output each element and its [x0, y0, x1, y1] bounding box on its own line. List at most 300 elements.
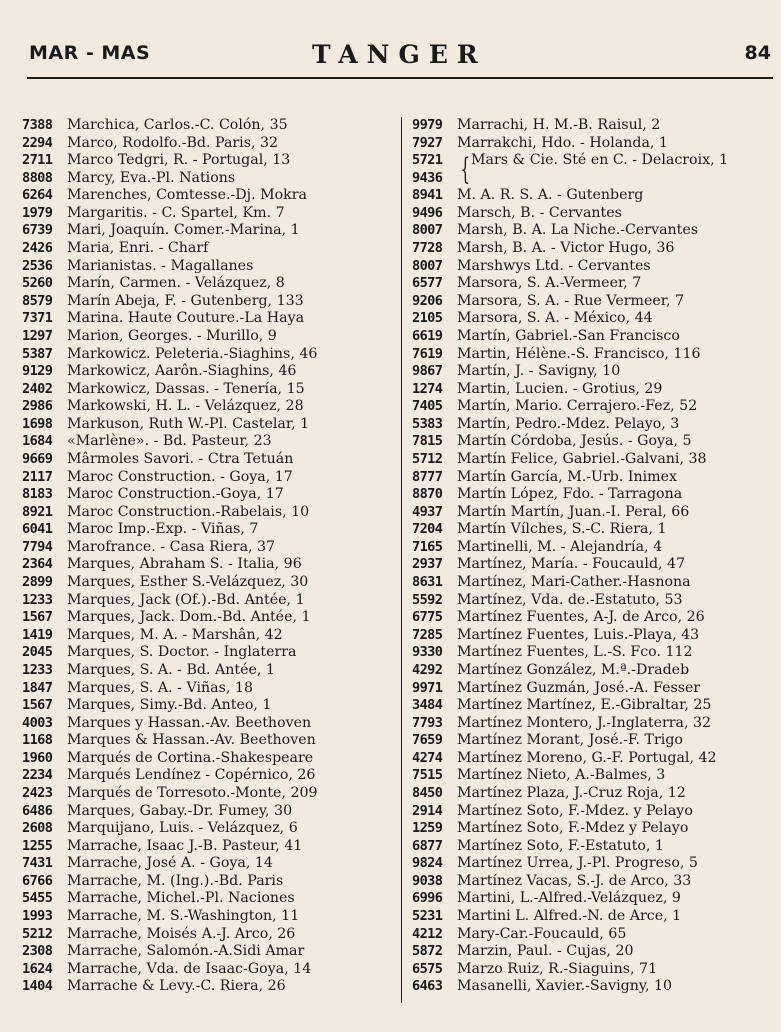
- phone-number: 6575: [412, 960, 443, 977]
- subscriber-name-address: Martin, Hélène.-S. Francisco, 116: [457, 345, 701, 362]
- subscriber-name-address: Martínez Nieto, A.-Balmes, 3: [457, 767, 666, 784]
- directory-entry: [412, 978, 780, 996]
- directory-entry: [22, 486, 392, 504]
- phone-number: 7927: [412, 134, 443, 151]
- subscriber-name-address: Marco, Rodolfo.-Bd. Paris, 32: [67, 134, 279, 151]
- subscriber-name-address: Marques, S. Doctor. - Inglaterra: [67, 644, 297, 661]
- directory-entry: [412, 346, 780, 364]
- directory-entry: [22, 521, 392, 539]
- phone-number: 8579: [22, 292, 53, 309]
- phone-number: 2308: [22, 943, 53, 960]
- subscriber-name-address: Marsh, B. A. La Niche.-Cervantes: [457, 222, 699, 239]
- subscriber-name-address: Martínez Fuentes, L.-S. Fco. 112: [457, 644, 693, 661]
- directory-entry: [412, 486, 780, 504]
- directory-entry: [22, 978, 392, 996]
- subscriber-name-address: Marzin, Paul. - Cujas, 20: [457, 943, 634, 960]
- subscriber-name-address: Martin, Lucien. - Grotius, 29: [457, 380, 663, 397]
- subscriber-name-address: Marshwys Ltd. - Cervantes: [457, 257, 651, 274]
- directory-entry: [412, 697, 780, 715]
- directory-entry: [22, 398, 392, 416]
- phone-number: 9436: [412, 169, 443, 186]
- phone-number: 2608: [22, 820, 53, 837]
- phone-number: 2937: [412, 556, 443, 573]
- subscriber-name-address: Marrache, José A. - Goya, 14: [67, 855, 273, 872]
- directory-entry: [22, 258, 392, 276]
- phone-number: 9971: [412, 679, 443, 696]
- phone-number: 8870: [412, 486, 443, 503]
- subscriber-name-address: Martini L. Alfred.-N. de Arce, 1: [457, 908, 682, 925]
- subscriber-name-address: Marina. Haute Couture.-La Haya: [67, 310, 305, 327]
- subscriber-name-address: Marco Tedgri, R. - Portugal, 13: [67, 152, 291, 169]
- phone-number: 6766: [22, 872, 53, 889]
- subscriber-name-address: Maroc Construction.-Rabelais, 10: [67, 503, 310, 520]
- directory-entry: [22, 222, 392, 240]
- phone-number: 1255: [22, 837, 53, 854]
- subscriber-name-address: Marrache & Levy.-C. Riera, 26: [67, 978, 286, 995]
- directory-entry: [22, 135, 392, 153]
- subscriber-name-address: Martínez Soto, F.-Estatuto, 1: [457, 837, 664, 854]
- subscriber-name-address: Markowski, H. L. - Velázquez, 28: [67, 398, 304, 415]
- subscriber-name-address: Martín, Pedro.-Mdez. Pelayo, 3: [457, 415, 680, 432]
- directory-entry: [22, 310, 392, 328]
- phone-number: 2986: [22, 398, 53, 415]
- phone-number: 1847: [22, 679, 53, 696]
- subscriber-name-address: Marrakchi, Hdo. - Holanda, 1: [457, 134, 668, 151]
- subscriber-name-address: Markowicz, Aarôn.-Siaghins, 46: [67, 363, 297, 380]
- subscriber-name-address: Marqués de Torresoto.-Monte, 209: [67, 784, 318, 801]
- directory-entry: [22, 451, 392, 469]
- directory-entry: [22, 926, 392, 944]
- phone-number: 2899: [22, 574, 53, 591]
- directory-entry: [412, 732, 780, 750]
- directory-entry: [412, 258, 780, 276]
- subscriber-name-address: Marín Abeja, F. - Gutenberg, 133: [67, 292, 304, 309]
- phone-number: 1274: [412, 380, 443, 397]
- subscriber-name-address: Martínez González, M.ª.-Dradeb: [457, 661, 690, 678]
- directory-entry-grouped: [412, 152, 780, 187]
- subscriber-name-address: Mari, Joaquín. Comer.-Marina, 1: [67, 222, 300, 239]
- subscriber-name-address: Marques, S. A. - Bd. Antée, 1: [67, 661, 275, 678]
- phone-number: 6877: [412, 837, 443, 854]
- subscriber-name-address: Marion, Georges. - Murillo, 9: [67, 327, 277, 344]
- phone-number: 7431: [22, 855, 53, 872]
- subscriber-name-address: Marsh, B. A. - Victor Hugo, 36: [457, 240, 675, 257]
- phone-number: 8631: [412, 574, 443, 591]
- subscriber-name-address: Marquijano, Luis. - Velázquez, 6: [67, 820, 298, 837]
- subscriber-name-address: Marques, Esther S.-Velázquez, 30: [67, 574, 309, 591]
- phone-number: 6463: [412, 978, 443, 995]
- phone-number: 1567: [22, 609, 53, 626]
- phone-number: 7405: [412, 398, 443, 415]
- subscriber-name-address: Marques, Jack (Of.).-Bd. Antée, 1: [67, 591, 305, 608]
- phone-number: 6264: [22, 187, 53, 204]
- directory-entry: [22, 293, 392, 311]
- subscriber-name-address: Martínez Fuentes, Luis.-Playa, 43: [457, 626, 700, 643]
- phone-number: 3484: [412, 697, 443, 714]
- phone-number: 4292: [412, 661, 443, 678]
- phone-number: 7388: [22, 117, 53, 133]
- subscriber-name-address: Marofrance. - Casa Riera, 37: [67, 538, 276, 555]
- subscriber-name-address: Martínez Moreno, G.-F. Portugal, 42: [457, 749, 717, 766]
- subscriber-name-address: Marsora, S. A. - Rue Vermeer, 7: [457, 292, 685, 309]
- phone-number-group: [412, 152, 457, 187]
- phone-number: 7371: [22, 310, 53, 327]
- phone-number: 1297: [22, 327, 53, 344]
- directory-entry: [22, 820, 392, 838]
- directory-entry: [412, 715, 780, 733]
- subscriber-name-address: Martín Martín, Juan.-I. Peral, 66: [457, 503, 690, 520]
- directory-entry: [22, 328, 392, 346]
- directory-entry: [22, 644, 392, 662]
- phone-number: 7515: [412, 767, 443, 784]
- subscriber-name-address: Martínez Plaza, J.-Cruz Roja, 12: [457, 784, 686, 801]
- directory-entry: [412, 398, 780, 416]
- directory-entry: [22, 187, 392, 205]
- subscriber-name-address: Markowicz. Peleteria.-Siaghins, 46: [67, 345, 318, 362]
- directory-entry: [412, 644, 780, 662]
- phone-number: 8450: [412, 784, 443, 801]
- phone-number: 6739: [22, 222, 53, 239]
- phone-number: 7285: [412, 626, 443, 643]
- directory-entry: [412, 873, 780, 891]
- directory-entry: [22, 574, 392, 592]
- directory-entry: [22, 785, 392, 803]
- phone-number: 6775: [412, 609, 443, 626]
- subscriber-name-address: Marqués Lendínez - Copérnico, 26: [67, 767, 316, 784]
- directory-entry: [412, 539, 780, 557]
- phone-number: 2711: [22, 152, 53, 169]
- directory-entry: [22, 715, 392, 733]
- phone-number: 8808: [22, 169, 53, 186]
- phone-number: 2423: [22, 784, 53, 801]
- phone-number: 5455: [22, 890, 53, 907]
- directory-entry: [22, 803, 392, 821]
- directory-entry: [412, 293, 780, 311]
- subscriber-name-address: Marcy, Eva.-Pl. Nations: [67, 169, 236, 186]
- directory-entry: [22, 943, 392, 961]
- phone-number: 4274: [412, 749, 443, 766]
- directory-entry: [412, 803, 780, 821]
- phone-number: 1993: [22, 908, 53, 925]
- phone-number: 9979: [412, 117, 443, 133]
- directory-entry: [412, 205, 780, 223]
- phone-number: 9824: [412, 855, 443, 872]
- directory-entry: [412, 275, 780, 293]
- directory-entry: [412, 363, 780, 381]
- directory-entry: [412, 187, 780, 205]
- phone-number: 8921: [22, 503, 53, 520]
- directory-entry: [412, 556, 780, 574]
- subscriber-name-address: Martínez Vacas, S.-J. de Arco, 33: [457, 872, 692, 889]
- subscriber-name-address: Marques & Hassan.-Av. Beethoven: [67, 732, 316, 749]
- phone-number: 9669: [22, 450, 53, 467]
- directory-entry: [412, 240, 780, 258]
- directory-entry: [412, 785, 780, 803]
- subscriber-name-address: Marques, Abraham S. - Italia, 96: [67, 556, 302, 573]
- phone-number: 5872: [412, 943, 443, 960]
- subscriber-name-address: Marques, Gabay.-Dr. Fumey, 30: [67, 802, 293, 819]
- subscriber-name-address: Marques, Simy.-Bd. Anteo, 1: [67, 697, 272, 714]
- phone-number: 8183: [22, 486, 53, 503]
- alphabetical-range: MAR - MAS: [29, 42, 151, 64]
- subscriber-name-address: Mârmoles Savori. - Ctra Tetuán: [67, 450, 294, 467]
- directory-entry: [412, 767, 780, 785]
- phone-number: 1233: [22, 591, 53, 608]
- phone-number: 4212: [412, 925, 443, 942]
- directory-entry: [22, 205, 392, 223]
- directory-entry: [22, 908, 392, 926]
- phone-number: 2105: [412, 310, 443, 327]
- directory-entry: [412, 117, 780, 135]
- subscriber-name-address: Martín Córdoba, Jesús. - Goya, 5: [457, 433, 692, 450]
- subscriber-name-address: Maroc Construction. - Goya, 17: [67, 468, 293, 485]
- phone-number: 9038: [412, 872, 443, 889]
- subscriber-name-address: Martín, J. - Savigny, 10: [457, 363, 621, 380]
- subscriber-name-address: Marsch, B. - Cervantes: [457, 204, 622, 221]
- subscriber-name-address: Marrache, M. S.-Washington, 11: [67, 908, 300, 925]
- directory-entry: [22, 838, 392, 856]
- directory-entry: [22, 961, 392, 979]
- phone-number: 5260: [22, 275, 53, 292]
- subscriber-name-address: Martín García, M.-Urb. Inimex: [457, 468, 677, 485]
- phone-number: 5383: [412, 415, 443, 432]
- directory-entry: [22, 381, 392, 399]
- directory-entry: [22, 117, 392, 135]
- subscriber-name-address: Marrachi, H. M.-B. Raisul, 2: [457, 117, 661, 133]
- subscriber-name-address: Martini, L.-Alfred.-Velázquez, 9: [457, 890, 681, 907]
- phone-number: 9129: [22, 363, 53, 380]
- directory-entry: [22, 697, 392, 715]
- directory-column-left: [22, 117, 392, 1003]
- phone-number: 9496: [412, 204, 443, 221]
- directory-entry: [22, 873, 392, 891]
- phone-number: 1960: [22, 749, 53, 766]
- subscriber-name-address: Margaritis. - C. Spartel, Km. 7: [67, 204, 285, 221]
- phone-number: 1259: [412, 820, 443, 837]
- phone-number: 6041: [22, 521, 53, 538]
- phone-number: 5592: [412, 591, 443, 608]
- subscriber-name-address: Marín, Carmen. - Velázquez, 8: [67, 275, 285, 292]
- phone-number: 5387: [22, 345, 53, 362]
- directory-entry: [22, 592, 392, 610]
- phone-number: 6486: [22, 802, 53, 819]
- directory-entry: [22, 504, 392, 522]
- directory-entry: [22, 433, 392, 451]
- page-header: [0, 0, 781, 80]
- phone-number: 2536: [22, 257, 53, 274]
- header-rule: [27, 77, 773, 79]
- subscriber-name-address: Martínez, María. - Foucauld, 47: [457, 556, 686, 573]
- directory-entry: [412, 908, 780, 926]
- directory-entry: [22, 732, 392, 750]
- subscriber-name-address: Markowicz, Dassas. - Tenería, 15: [67, 380, 305, 397]
- subscriber-name-address: Marenches, Comtesse.-Dj. Mokra: [67, 187, 307, 204]
- phone-number: 9867: [412, 363, 443, 380]
- directory-entry: [412, 416, 780, 434]
- subscriber-name-address: Martínez Soto, F.-Mdez y Pelayo: [457, 820, 689, 837]
- subscriber-name-address: Martínez, Mari-Cather.-Hasnona: [457, 574, 691, 591]
- phone-number: 7619: [412, 345, 443, 362]
- directory-entry: [22, 556, 392, 574]
- phone-number: 1567: [22, 697, 53, 714]
- phone-number: 5231: [412, 908, 443, 925]
- phone-number: 4003: [22, 714, 53, 731]
- subscriber-name-address: Marques, M. A. - Marshân, 42: [67, 626, 283, 643]
- subscriber-name-address: «Marlène». - Bd. Pasteur, 23: [67, 433, 272, 450]
- phone-number: 2914: [412, 802, 443, 819]
- subscriber-name-address: Masanelli, Xavier.-Savigny, 10: [457, 978, 673, 995]
- directory-entry: [22, 662, 392, 680]
- directory-entry: [412, 328, 780, 346]
- phone-number: 6996: [412, 890, 443, 907]
- directory-entry: [412, 451, 780, 469]
- directory-entry: [412, 838, 780, 856]
- directory-entry: [22, 627, 392, 645]
- directory-entry: [412, 750, 780, 768]
- phone-number: 8777: [412, 468, 443, 485]
- directory-entry: [412, 381, 780, 399]
- phone-number: 7728: [412, 240, 443, 257]
- phone-number: 5721: [412, 152, 443, 169]
- city-title: TANGER: [312, 40, 487, 69]
- phone-number: 8941: [412, 187, 443, 204]
- subscriber-name-address: Martínez Montero, J.-Inglaterra, 32: [457, 714, 712, 731]
- directory-entry: [412, 680, 780, 698]
- phone-number: 5712: [412, 450, 443, 467]
- subscriber-name-address: Martinelli, M. - Alejandría, 4: [457, 538, 663, 555]
- directory-entry: [412, 627, 780, 645]
- phone-number: 2294: [22, 134, 53, 151]
- phone-number: 2045: [22, 644, 53, 661]
- directory-entry: [412, 433, 780, 451]
- subscriber-name-address: Marrache, Moisés A.-J. Arco, 26: [67, 925, 296, 942]
- phone-number: 6577: [412, 275, 443, 292]
- subscriber-name-address: Marsora, S. A. - México, 44: [457, 310, 653, 327]
- directory-entry: [412, 662, 780, 680]
- phone-number: 7659: [412, 732, 443, 749]
- subscriber-name-address: Marzo Ruiz, R.-Siaguins, 71: [457, 960, 658, 977]
- directory-entry: [22, 469, 392, 487]
- phone-number: 7204: [412, 521, 443, 538]
- directory-entry: [22, 275, 392, 293]
- phone-number: 1168: [22, 732, 53, 749]
- phone-number: 6619: [412, 327, 443, 344]
- subscriber-name-address: Maroc Imp.-Exp. - Viñas, 7: [67, 521, 259, 538]
- directory-entry: [22, 539, 392, 557]
- phone-number: 1404: [22, 978, 53, 995]
- directory-entry: [22, 890, 392, 908]
- subscriber-name-address: Martín, Gabriel.-San Francisco: [457, 327, 680, 344]
- subscriber-name-address: Marrache, M. (Ing.).-Bd. Paris: [67, 872, 284, 889]
- subscriber-name-address: Marques, S. A. - Viñas, 18: [67, 679, 253, 696]
- subscriber-name-address: Maria, Enri. - Charf: [67, 240, 209, 257]
- subscriber-name-address: Marrache, Isaac J.-B. Pasteur, 41: [67, 837, 303, 854]
- directory-entry: [412, 574, 780, 592]
- subscriber-name-address: Maroc Construction.-Goya, 17: [67, 486, 284, 503]
- subscriber-name-address: Mary-Car.-Foucauld, 65: [457, 925, 627, 942]
- directory-entry: [22, 767, 392, 785]
- directory-entry: [412, 820, 780, 838]
- directory-entry: [412, 890, 780, 908]
- directory-entry: [412, 609, 780, 627]
- phone-number: 8007: [412, 257, 443, 274]
- page-number: 84: [744, 42, 771, 64]
- directory-entry: [412, 943, 780, 961]
- directory-entry: [22, 609, 392, 627]
- subscriber-name-address: Marques y Hassan.-Av. Beethoven: [67, 714, 312, 731]
- phone-number: 1624: [22, 960, 53, 977]
- subscriber-name-address: Martínez Fuentes, A-J. de Arco, 26: [457, 609, 705, 626]
- subscriber-name-address: Marrache, Michel.-Pl. Naciones: [67, 890, 295, 907]
- brace-glyph: {: [460, 152, 471, 188]
- directory-entry: [22, 416, 392, 434]
- subscriber-name-address: Marchica, Carlos.-C. Colón, 35: [67, 117, 288, 133]
- phone-number: 2117: [22, 468, 53, 485]
- directory-entry: [22, 346, 392, 364]
- directory-entry: [22, 240, 392, 258]
- directory-entry: [412, 592, 780, 610]
- subscriber-name-address: Marques, Jack. Dom.-Bd. Antée, 1: [67, 609, 311, 626]
- subscriber-name-address: Mars & Cie. Sté en C. - Delacroix, 1: [471, 152, 729, 169]
- phone-number: 2364: [22, 556, 53, 573]
- phone-number: 7793: [412, 714, 443, 731]
- subscriber-name-address: Marqués de Cortina.-Shakespeare: [67, 749, 314, 766]
- directory-entry: [412, 469, 780, 487]
- subscriber-name-address: Marrache, Salomón.-A.Sidi Amar: [67, 943, 305, 960]
- phone-number: 7794: [22, 538, 53, 555]
- directory-entry: [22, 363, 392, 381]
- phone-number: 1419: [22, 626, 53, 643]
- phone-number: 2426: [22, 240, 53, 257]
- directory-entry: [22, 680, 392, 698]
- phone-number: 5212: [22, 925, 53, 942]
- subscriber-name-address: Martínez Morant, José.-F. Trigo: [457, 732, 683, 749]
- subscriber-name-address: Marianistas. - Magallanes: [67, 257, 254, 274]
- directory-entry: [22, 152, 392, 170]
- directory-entry: [412, 926, 780, 944]
- subscriber-name-address: Marsora, S. A.-Vermeer, 7: [457, 275, 642, 292]
- directory-entry: [22, 750, 392, 768]
- subscriber-name-address: Martín Vílches, S.-C. Riera, 1: [457, 521, 667, 538]
- subscriber-name-address: Martínez Soto, F.-Mdez. y Pelayo: [457, 802, 693, 819]
- subscriber-name-address: Martín, Mario. Cerrajero.-Fez, 52: [457, 398, 698, 415]
- directory-column-right: [412, 117, 780, 1003]
- directory-entry: [22, 170, 392, 188]
- directory-entry: [412, 222, 780, 240]
- phone-number: 1698: [22, 415, 53, 432]
- phone-number: 7815: [412, 433, 443, 450]
- phone-number: 7165: [412, 538, 443, 555]
- directory-entry: [412, 855, 780, 873]
- phone-number: 1684: [22, 433, 53, 450]
- subscriber-name-address: Martínez, Vda. de.-Estatuto, 53: [457, 591, 683, 608]
- directory-entry: [412, 310, 780, 328]
- subscriber-name-address: M. A. R. S. A. - Gutenberg: [457, 187, 644, 204]
- subscriber-name-address: Martínez Urrea, J.-Pl. Progreso, 5: [457, 855, 698, 872]
- subscriber-name-address: Martínez Martínez, E.-Gibraltar, 25: [457, 697, 712, 714]
- subscriber-name-address: Martín Felice, Gabriel.-Galvani, 38: [457, 450, 707, 467]
- phone-number: 8007: [412, 222, 443, 239]
- directory-entry: [22, 855, 392, 873]
- subscriber-name-address: Markuson, Ruth W.-Pl. Castelar, 1: [67, 415, 310, 432]
- subscriber-name-address: Martín López, Fdo. - Tarragona: [457, 486, 683, 503]
- column-divider: [401, 117, 402, 1003]
- phone-number: 4937: [412, 503, 443, 520]
- directory-entry: [412, 521, 780, 539]
- phone-number: 1979: [22, 204, 53, 221]
- phone-number: 9206: [412, 292, 443, 309]
- directory-entry: [412, 961, 780, 979]
